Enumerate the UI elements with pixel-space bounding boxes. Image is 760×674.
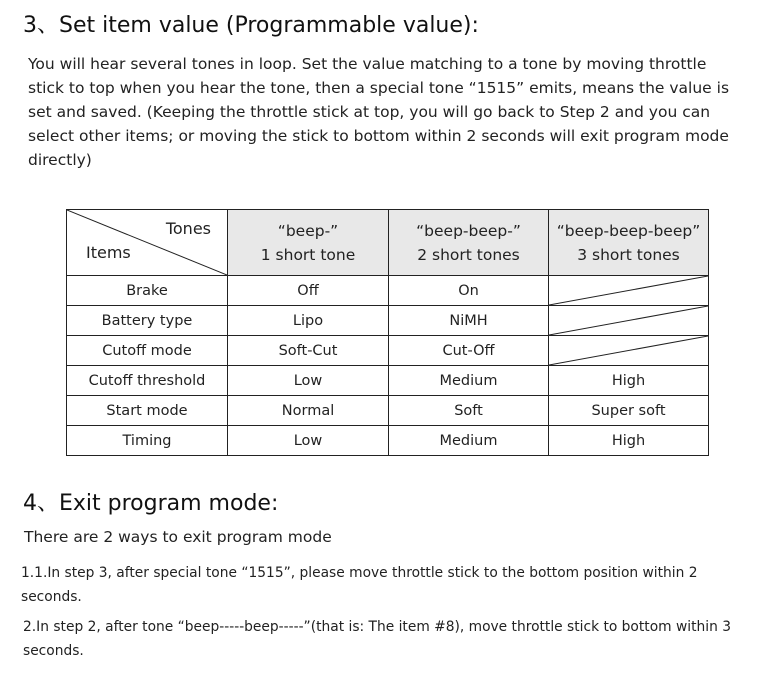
row-item-label: Brake bbox=[67, 276, 228, 306]
column-header-2: “beep-beep-” 2 short tones bbox=[389, 210, 549, 276]
cell-value: Soft-Cut bbox=[228, 336, 389, 366]
row-item-label: Battery type bbox=[67, 306, 228, 336]
table-row bbox=[67, 396, 709, 426]
row-item-label: Cutoff threshold bbox=[67, 366, 228, 396]
row-item-label: Cutoff mode bbox=[67, 336, 228, 366]
section-4-intro: There are 2 ways to exit program mode bbox=[24, 528, 332, 546]
cell-value: Soft bbox=[389, 396, 549, 426]
exit-method-1 bbox=[21, 561, 751, 609]
special-tone-glyph: 1515 bbox=[248, 565, 284, 581]
cell-not-applicable bbox=[549, 336, 709, 366]
corner-label-tones: Tones bbox=[165, 219, 211, 238]
table-row bbox=[67, 306, 709, 336]
cell-value: Lipo bbox=[228, 306, 389, 336]
row-item-label: Start mode bbox=[67, 396, 228, 426]
body-text-after: ” emits, means the value is set and saved. (Keeping the throttle stick at top, you will go back to Step 2 and you can select other items; or moving the stick to bottom within 2 seconds will exit program mode directly) bbox=[28, 79, 730, 169]
section-3-body bbox=[28, 52, 743, 172]
table-header-row bbox=[67, 210, 709, 276]
special-tone-glyph: 1515 bbox=[476, 79, 517, 97]
cell-value: Low bbox=[228, 426, 389, 456]
cell-value: High bbox=[549, 426, 709, 456]
exit-method-1-before: 1.1.In step 3, after special tone “ bbox=[21, 565, 249, 581]
cell-not-applicable bbox=[549, 306, 709, 336]
cell-value: Low bbox=[228, 366, 389, 396]
column-header-3: “beep-beep-beep” 3 short tones bbox=[549, 210, 709, 276]
table-row bbox=[67, 366, 709, 396]
body-text-before: You will hear several tones in loop. Set the value matching to a tone by moving throttle stick to top when you hear the tone, then a special tone “ bbox=[28, 55, 707, 97]
table-row bbox=[67, 336, 709, 366]
cell-not-applicable bbox=[549, 276, 709, 306]
cell-value: Cut-Off bbox=[389, 336, 549, 366]
cell-value: Normal bbox=[228, 396, 389, 426]
table-corner-cell bbox=[67, 210, 228, 276]
table-row bbox=[67, 426, 709, 456]
row-item-label: Timing bbox=[67, 426, 228, 456]
cell-value: High bbox=[549, 366, 709, 396]
cell-value: Off bbox=[228, 276, 389, 306]
table-row bbox=[67, 276, 709, 306]
exit-method-2: 2.In step 2, after tone “beep-----beep-----”(that is: The item #8), move throttle stick to bottom within 3 seconds. bbox=[23, 619, 731, 659]
cell-value: Medium bbox=[389, 426, 549, 456]
exit-method-1-after: ”, please move throttle stick to the bottom position within 2 seconds. bbox=[21, 565, 698, 605]
section-3-heading: 3、Set item value (Programmable value): bbox=[23, 13, 479, 38]
cell-value: Super soft bbox=[549, 396, 709, 426]
programmable-values-table bbox=[66, 209, 709, 456]
section-4-heading: 4、Exit program mode: bbox=[23, 491, 279, 516]
column-header-1: “beep-” 1 short tone bbox=[228, 210, 389, 276]
cell-value: Medium bbox=[389, 366, 549, 396]
cell-value: On bbox=[389, 276, 549, 306]
cell-value: NiMH bbox=[389, 306, 549, 336]
corner-label-items: Items bbox=[86, 243, 131, 262]
